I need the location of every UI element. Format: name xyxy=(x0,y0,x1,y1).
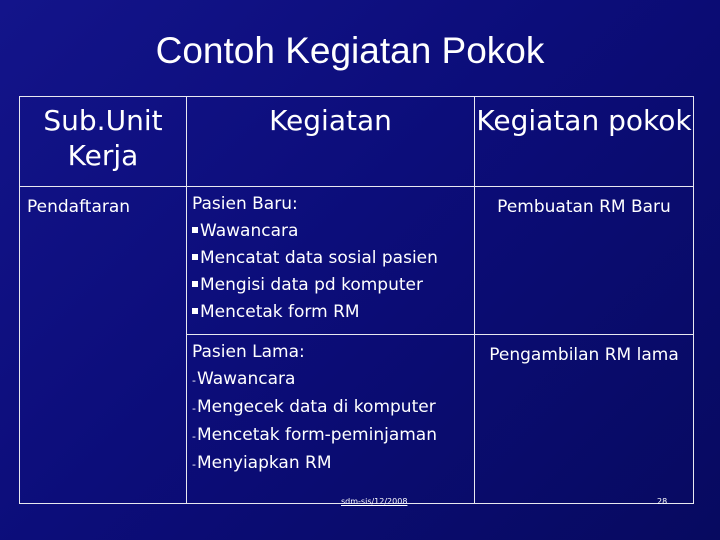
kegiatan-pokok-lama: Pengambilan RM lama xyxy=(475,335,694,504)
square-bullet-icon xyxy=(192,281,198,287)
subunit-cell: Pendaftaran xyxy=(20,187,187,504)
kegiatan-table xyxy=(19,96,694,504)
slide-title: Contoh Kegiatan Pokok xyxy=(155,30,545,71)
square-bullet-icon xyxy=(192,254,198,260)
square-bullet-icon xyxy=(192,308,198,314)
list-item: Wawancara xyxy=(192,218,474,245)
dash-bullet-icon: - xyxy=(192,430,196,444)
kegiatan-pokok-baru: Pembuatan RM Baru xyxy=(475,187,694,335)
dash-bullet-icon: - xyxy=(192,402,196,416)
square-bullet-icon xyxy=(192,227,198,233)
list-item: Mengisi data pd komputer xyxy=(192,272,474,299)
list-item: -Mencetak form-peminjaman xyxy=(192,425,437,446)
header-kegiatan: Kegiatan xyxy=(187,97,475,187)
list-item: -Wawancara xyxy=(192,369,296,390)
page-number: 28 xyxy=(657,497,668,506)
header-subunit: Sub.Unit Kerja xyxy=(20,97,187,187)
list-item: Mencetak form RM xyxy=(192,299,474,326)
group-heading-lama: Pasien Lama: xyxy=(192,342,305,363)
header-row xyxy=(20,97,694,187)
row-pasien-baru xyxy=(20,187,694,335)
list-item: -Menyiapkan RM xyxy=(192,453,332,474)
kegiatan-cell-lama xyxy=(187,335,475,504)
header-kegiatan-pokok: Kegiatan pokok xyxy=(475,97,694,187)
dash-bullet-icon: - xyxy=(192,374,196,388)
footer-source: sdm-sis/12/2008 xyxy=(341,497,408,506)
kegiatan-cell-baru xyxy=(187,187,475,335)
list-item: -Mengecek data di komputer xyxy=(192,397,436,418)
group-heading-baru: Pasien Baru: xyxy=(192,194,298,215)
list-item: Mencatat data sosial pasien xyxy=(192,245,474,272)
dash-bullet-icon: - xyxy=(192,458,196,472)
